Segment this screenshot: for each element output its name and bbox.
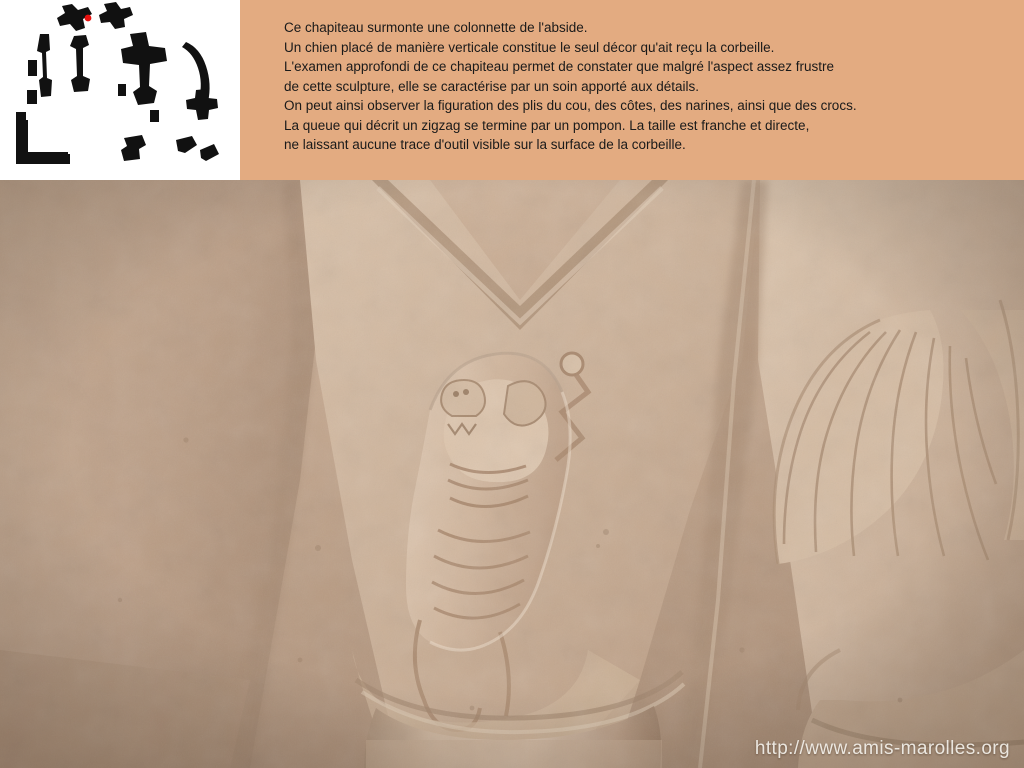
- caption-line-5: On peut ainsi observer la figuration des plis du cou, des côtes, des narines, ainsi que des crocs.: [284, 98, 857, 113]
- plan-drawing: [0, 0, 240, 180]
- capital-sculpture-photograph: [0, 180, 1024, 768]
- caption-line-4: de cette sculpture, elle se caractérise par un soin apporté aux détails.: [284, 78, 699, 94]
- header-band: [0, 0, 1024, 180]
- sculpture-illustration: [0, 180, 1024, 768]
- abside-plan-diagram: [0, 0, 240, 180]
- caption-text: [284, 18, 1004, 155]
- caption-line-6: La queue qui décrit un zigzag se termine par un pompon. La taille est franche et directe,: [284, 117, 810, 133]
- caption-line-7: ne laissant aucune trace d'outil visible sur la surface de la corbeille.: [284, 137, 686, 152]
- caption-line-2: Un chien placé de manière verticale constitue le seul décor qu'ait reçu la corbeille.: [284, 39, 775, 55]
- caption-line-3: L'examen approfondi de ce chapiteau permet de constater que malgré l'aspect assez frustre: [284, 59, 834, 74]
- caption-line-1: Ce chapiteau surmonte une colonnette de l'abside.: [284, 20, 588, 35]
- watermark-url: http://www.amis-marolles.org: [754, 738, 1010, 759]
